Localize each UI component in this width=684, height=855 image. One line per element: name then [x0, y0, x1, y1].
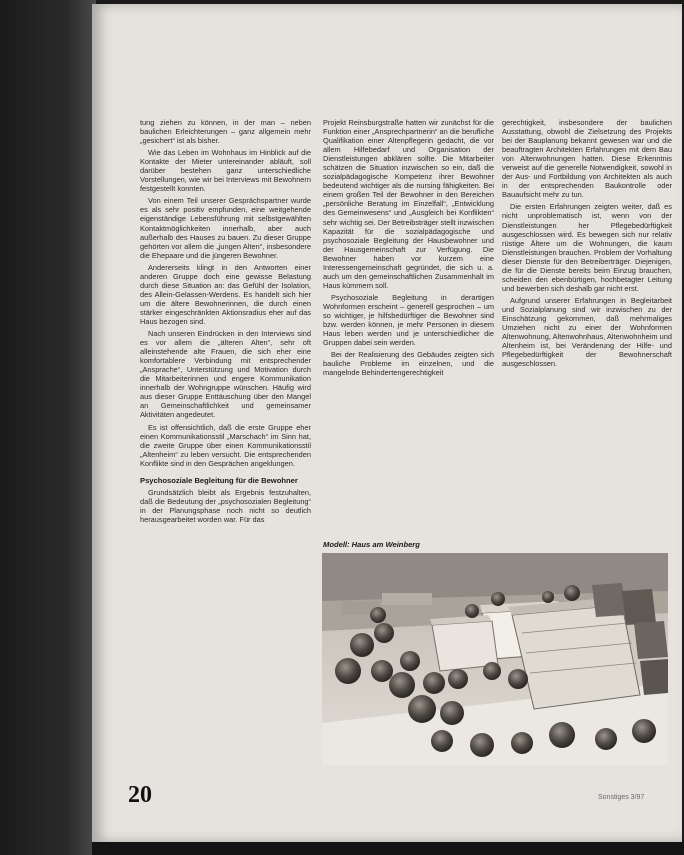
- model-illustration: [322, 553, 668, 765]
- architecture-model-photo: [322, 553, 668, 765]
- text-column-1: [140, 118, 311, 524]
- page-number: 20: [128, 782, 152, 808]
- col2-paragraph-2: Psychosoziale Begleitung in derartigen Wohnformen erscheint – generell gesprochen – um so wichtiger, je hilfsbedürftiger die Bewohner sind bzw. werden können, je mehr Personen in diesem Haus leben werden und je unterschiedlicher die Gruppen dabei sein werden.: [323, 292, 494, 348]
- col1-paragraph-2: Wie das Leben im Wohnhaus im Hinblick auf die Kontakte der Mieter untereinander abläuft, soll darüber bestehen ganz unterschiedliche Vorstellungen, wie wir bei Interviews mit Bewohnern festgestellt konnten.: [140, 148, 311, 194]
- col3-paragraph-2: Die ersten Erfahrungen zeigten weiter, daß es nicht unproblematisch ist, wenn von der Dienstleistungen her Pflegebedürftigkeit ausgeschlossen wird. Es bewegen sich nur relativ rüstige Ältere um die Wohnungen, die kaum Dienstleistungen brauchen. Problem der Vorhaltung dieser Dienste für den Betreiberträger. Diejenigen, die für die Dienste bereits beim Einzug brauchen, scheiden den ebenbürtigen, hochbetagter Leitung und bewerben sich deshalb gar nicht erst.: [502, 202, 672, 293]
- col3-paragraph-3: Aufgrund unserer Erfahrungen in Begleitarbeit und Sozialplanung sind wir inzwischen zu der Einschätzung gekommen, daß mehrmaliges Umziehen nicht zu einer der Wohnformen Altenwohnung, Altenwohnhaus, Altenwohnheim und Altenheim ist, bei Veränderung der Hilfe- und Pflegebedürftigkeit der Bewohnerschaft ausgeschlossen.: [502, 295, 672, 369]
- col2-paragraph-1: Projekt Reinsburgstraße hatten wir zunächst für die Funktion einer „Ansprechpartnerin“ an die berufliche Qualifikation einer Altenpflegerin gedacht, die vor allem Hilfebedarf und Organisation der Dienstleistungen abklären sollte. Die Mitarbeiter schätzen die Situation inzwischen so ein, daß die sozialpädagogische Kompetenz ihrer Bewohner bedeutend wichtiger als die nursing fähigkeiten. Bei einem großen Teil der Bewohner in den Bereichen „persönliche Beratung im Einzelfall“, „Entwicklung des Gemeinwesens“ und „Ausgleich bei Konflikten“ sehr wichtig sei. Der Betreibsträger stellt inzwischen Kapazität für die sozialpädagogische und psychosoziale Begleitung der Hausbewohner und der Hausgemeinschaft zur Verfügung. Die Bewohner haben vor kurzem eine Interessengemeinschaft gegründet, die sich u. a. auch um den gemeinschaftlichen Zusammenhalt im Haus kümmern soll.: [323, 118, 494, 290]
- page-footer: Sonstiges 3/97: [598, 794, 645, 801]
- book-binding-shadow: [0, 0, 96, 855]
- col2-paragraph-3: Bei der Realisierung des Gebäudes zeigten sich bauliche Probleme im einzelnen, und die mangelnde Behindertengerechtigkeit: [323, 350, 494, 378]
- col1-paragraph-5: Nach unseren Eindrücken in den Interviews sind es vor allem die „älteren Alten“, sehr oft alleinstehende alte Frauen, die sich eher eine komfortablere Verbindung mit entsprechender „Ansprache“, Unterstützung und Motivation durch die Mitarbeiterinnen und engere Kommunikation innerhalb der Wohngruppe wünschen. Häufig wird aus dieser Gruppe Enttäuschung über den Mangel an Gemeinschaftlichkeit und gemeinsamer Aktivitäten angedeutet.: [140, 329, 311, 420]
- text-column-2: [323, 118, 494, 377]
- col1-paragraph-4: Andererseits klingt in den Antworten einer anderen Gruppe doch eine gewisse Belastung durch diese Situation an: das Gefühl der Isolation, des Allein-Gelassen-Werdens. Es handelt sich hier um die ältere Bewohnerinnen, die durch einen stärker eingeschränkten Aktionsradius eher auf das Haus bezogen sind.: [140, 262, 311, 326]
- col3-paragraph-1: gerechtigkeit, insbesondere der baulichen Ausstattung, obwohl die Zielsetzung des Projekts bei der Bauplanung bekannt gewesen war und die beauftragten Architekten Erfahrungen mit dem Bau von Altenwohnungen hatten. Diese Erkenntnis verweist auf die generelle Notwendigkeit, sowohl in der Aus- und Fortbildung von Architekten als auch in der entsprechenden Baukontrolle oder Bauaufsicht mehr zu tun.: [502, 118, 672, 200]
- scan-bottom-edge: [92, 842, 684, 855]
- section-heading-psychosoziale-begleitung: Psychosoziale Begleitung für die Bewohner: [140, 475, 298, 485]
- text-column-3: [502, 118, 672, 368]
- photo-caption: Modell: Haus am Weinberg: [323, 540, 420, 549]
- col1-paragraph-3: Von einem Teil unserer Gesprächspartner wurde es als sehr positiv empfunden, eine weitgehende eigenständige Lebensführung mit selbstgewählten Kontaktmöglichkeiten innerhalb, aber auch außerhalb des Hauses zu bauen. Zu dieser Gruppe gehörten vor allem die „jungen Alten“, insbesondere die Ehepaare und die jüngeren Bewohner.: [140, 196, 311, 260]
- col1-paragraph-6: Es ist offensichtlich, daß die erste Gruppe eher einen Kommunikationsstil „Marschach“ im Sinn hat, die zweite Gruppe über einen Kommunikationsstil „Altenheim“ zu leben versucht. Die entsprechenden Konflikte sind in den Gesprächen angeklungen.: [140, 422, 311, 468]
- col1-paragraph-1: tung ziehen zu können, in der man – neben baulichen Erleichterungen – ganz allgemein mehr „gesichert“ ist als bisher.: [140, 118, 311, 146]
- col1-paragraph-7: Grundsätzlich bleibt als Ergebnis festzuhalten, daß die Bedeutung der „psychosozialen Begleitung“ in der Planungsphase noch nicht so deutlich herausgearbeitet worden war. Für das: [140, 487, 311, 524]
